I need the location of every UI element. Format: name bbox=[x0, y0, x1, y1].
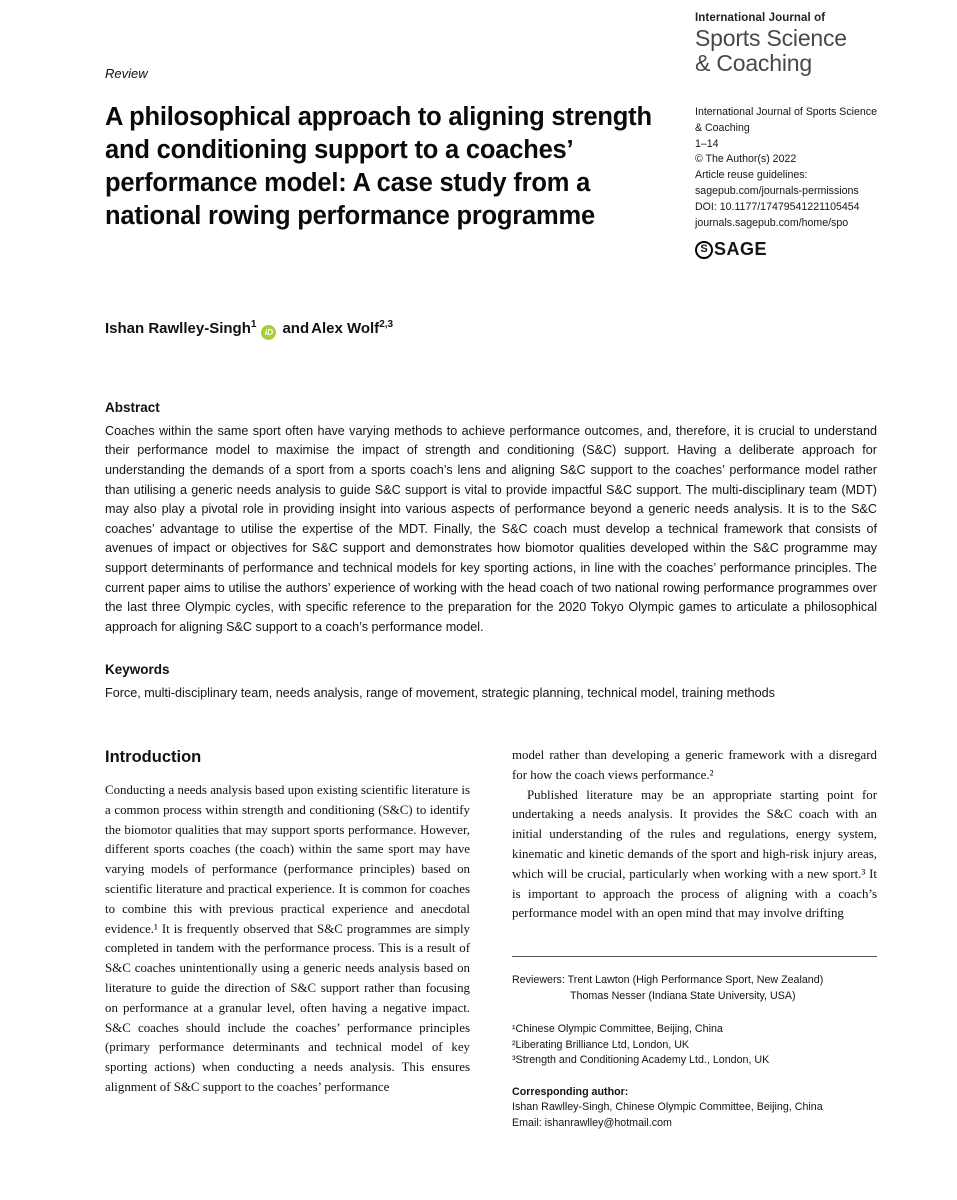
affiliation-2: ²Liberating Brilliance Ltd, London, UK bbox=[512, 1038, 690, 1051]
author-2-name: Alex Wolf bbox=[311, 320, 380, 338]
meta-journal-name-1: International Journal of Sports Science bbox=[695, 106, 877, 118]
meta-journal-link[interactable]: journals.sagepub.com/home/spo bbox=[695, 216, 849, 229]
meta-doi: DOI: 10.1177/17479541221105454 bbox=[695, 200, 860, 213]
meta-reuse-label: Article reuse guidelines: bbox=[695, 169, 808, 182]
keywords-section bbox=[105, 662, 877, 704]
introduction-paragraph-right-2: Published literature may be an appropriate starting point for undertaking a needs analysis. It provides the S&C coach with an initial understanding of the rules and regulations, energy system, kinematic and kinetic demands of the sport and high-risk injury areas, which will be crucial, particularly when working with a new sport.³ It is important to approach the process of aligning with a coach’s performance model with an open mind that may involve drifting bbox=[512, 787, 877, 921]
page-title: A philosophical approach to aligning strength and conditioning support to a coaches’ performance model: A case study from a national rowing performance programme bbox=[105, 103, 652, 230]
sage-logo bbox=[695, 241, 877, 259]
journal-logo bbox=[695, 12, 877, 76]
affiliation-3: ³Strength and Conditioning Academy Ltd., London, UK bbox=[512, 1054, 770, 1067]
page-header bbox=[105, 12, 877, 81]
corresponding-author-heading: Corresponding author: bbox=[512, 1085, 629, 1098]
corresponding-author-line: Ishan Rawlley-Singh, Chinese Olympic Committee, Beijing, China bbox=[512, 1101, 823, 1114]
body-columns bbox=[105, 744, 877, 1131]
meta-permissions-link[interactable]: sagepub.com/journals-permissions bbox=[695, 184, 859, 197]
affiliations-block bbox=[512, 1022, 877, 1069]
author-1-affiliation-sup: 1 bbox=[250, 319, 257, 331]
abstract-section bbox=[105, 400, 877, 638]
abstract-text: Coaches within the same sport often have varying methods to achieve performance outcomes, and, therefore, it is crucial to understand their performance model to maximise the impact of strength and conditioning (S&C) support. Having a deliberate approach for understanding the demands of a sport from a sports coach’s lens and aligning S&C support to the coaches’ performance model rather than utilising a generic needs analysis to guide S&C support is vital to provide impactful S&C support. The multi-disciplinary team (MDT) may also play a pivotal role in providing insight into various aspects of performance beyond a generic needs analysis. It is to the S&C coaches’ advantage to utilise the expertise of the MDT. Finally, the S&C coach must develop a technical framework that consists of avenues of impact or objectives for S&C support and demonstrates how biomotor qualities developed within the S&C programme may support determinants of performance and technical models for key sporting actions, in line with the coaches’ performance principles. The current paper aims to utilise the authors’ experience of working with the head coach of two national rowing performance programmes over the last three Olympic cycles, with specific reference to the preparation for the 2020 Tokyo Olympic games to articulate a philosophical approach for aligning S&C support to a coach’s performance model. bbox=[105, 423, 877, 634]
introduction-heading: Introduction bbox=[105, 748, 202, 766]
right-column bbox=[512, 744, 877, 1131]
keywords-heading: Keywords bbox=[105, 662, 170, 678]
sage-logo-s-icon: S bbox=[695, 241, 713, 259]
corresponding-author-block bbox=[512, 1085, 877, 1132]
footnotes-block bbox=[512, 956, 877, 1131]
authors-connector: and bbox=[282, 320, 310, 338]
meta-journal-name-2: & Coaching bbox=[695, 121, 750, 134]
authors-line bbox=[105, 319, 877, 340]
orcid-icon[interactable]: iD bbox=[261, 325, 276, 340]
meta-copyright: © The Author(s) 2022 bbox=[695, 153, 797, 166]
abstract-heading: Abstract bbox=[105, 399, 160, 415]
left-column bbox=[105, 744, 470, 1131]
journal-logo-line3: & Coaching bbox=[695, 50, 812, 76]
sage-logo-text: SAGE bbox=[714, 239, 768, 260]
reviewers-line-1: Reviewers: Trent Lawton (High Performance Sport, New Zealand) bbox=[512, 974, 824, 987]
footnote-divider bbox=[512, 956, 877, 957]
introduction-paragraph-left: Conducting a needs analysis based upon existing scientific literature is a common process within strength and conditioning (S&C) to identify the biomotor qualities that may support sports performance. However, different sports coaches (the coach) within the same sport may have varying models of performance (performance principles) based on scientific literature and practical experience. It is common for coaches to combine this with previous practical experience and anecdotal evidence.¹ It is frequently observed that S&C programmes are simply completed in tandem with the performance process. This is a result of S&C coaches unintentionally using a generic needs analysis based on literature to guide the direction of S&C support rather than focusing on performance at a granular level, often having a negative impact. S&C coaches should include the coaches’ performance principles (primary performance determinants and technical model of key sporting actions) when conducting a needs analysis. This ensures alignment of S&C support to the coaches’ performance bbox=[105, 783, 470, 1094]
journal-logo-line2: Sports Science bbox=[695, 25, 847, 51]
corresponding-author-email[interactable]: Email: ishanrawlley@hotmail.com bbox=[512, 1116, 672, 1129]
keywords-text: Force, multi-disciplinary team, needs analysis, range of movement, strategic planning, technical model, training methods bbox=[105, 686, 775, 701]
article-type-label: Review bbox=[105, 66, 148, 81]
author-1-name: Ishan Rawlley-Singh bbox=[105, 320, 251, 338]
author-2-affiliation-sup: 2,3 bbox=[379, 319, 394, 331]
title-block bbox=[105, 101, 877, 259]
affiliation-1: ¹Chinese Olympic Committee, Beijing, China bbox=[512, 1023, 723, 1036]
journal-metadata bbox=[695, 105, 877, 259]
introduction-paragraph-right-1: model rather than developing a generic framework with a disregard for how the coach views performance.² bbox=[512, 748, 877, 782]
reviewers-line-2: Thomas Nesser (Indiana State University, USA) bbox=[570, 989, 796, 1002]
journal-logo-line1: International Journal of bbox=[695, 12, 826, 24]
meta-pages: 1–14 bbox=[695, 137, 719, 150]
